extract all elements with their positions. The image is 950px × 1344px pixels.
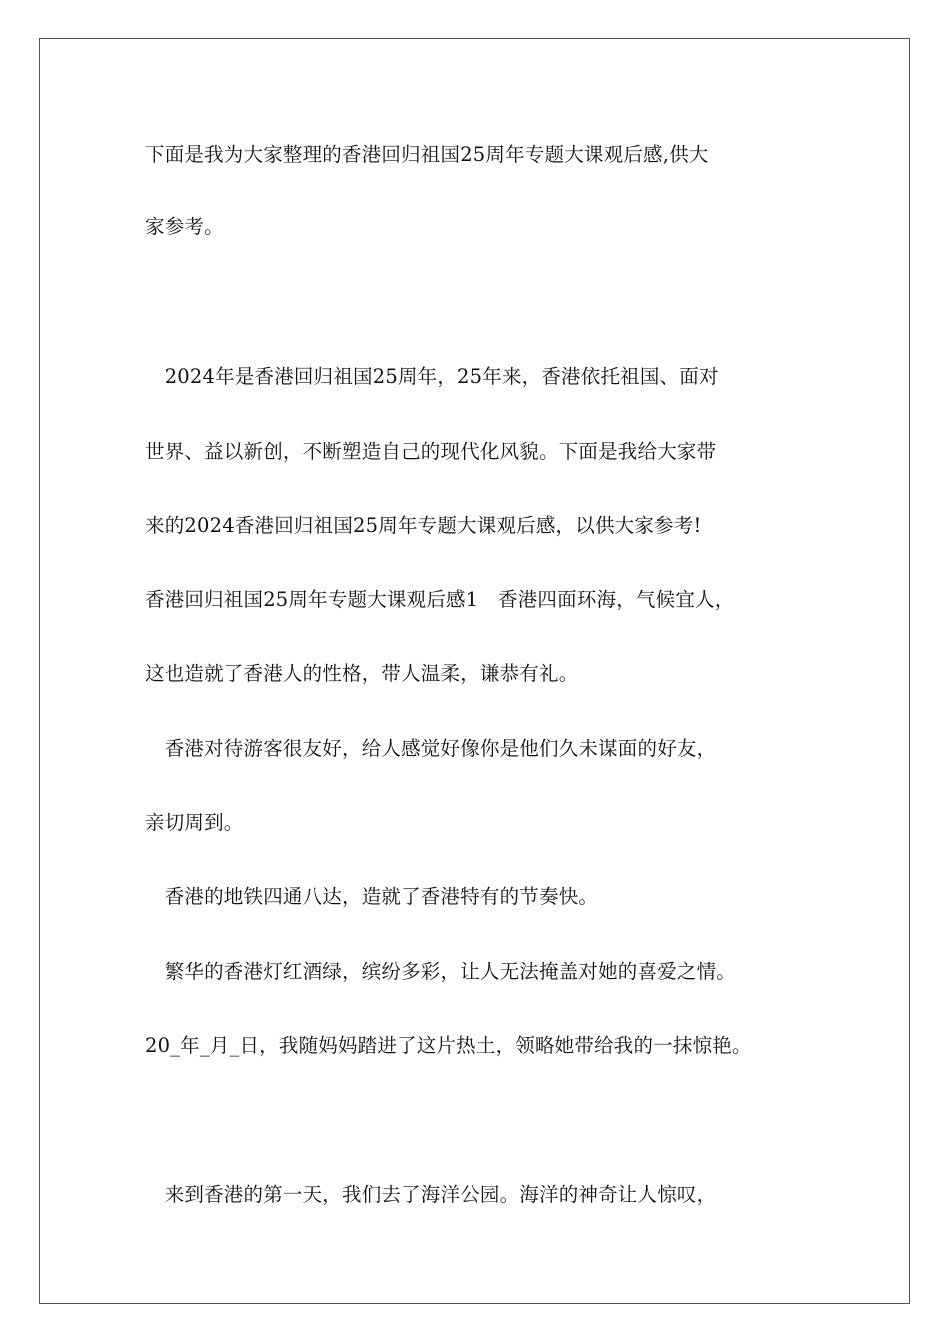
- text-line: 香港回归祖国25周年专题大课观后感1 香港四面环海，气候宜人，: [145, 588, 735, 611]
- text-line: 2024年是香港回归祖国25周年，25年来，香港依托祖国、面对: [145, 365, 719, 388]
- text-line: 香港对待游客很友好，给人感觉好像你是他们久未谋面的好友，: [145, 737, 717, 760]
- text-line: 繁华的香港灯红酒绿，缤纷多彩，让人无法掩盖对她的喜爱之情。: [145, 960, 737, 983]
- text-line: 家参考。: [145, 215, 224, 238]
- text-line: 世界、益以新创，不断塑造自己的现代化风貌。下面是我给大家带: [145, 440, 717, 463]
- text-line: 来的2024香港回归祖国25周年专题大课观后感，以供大家参考!: [145, 514, 702, 537]
- text-line: 香港的地铁四通八达，造就了香港特有的节奏快。: [145, 885, 599, 908]
- text-line: 亲切周到。: [145, 811, 244, 834]
- text-line: 20_年_月_日，我随妈妈踏进了这片热土，领略她带给我的一抹惊艳。: [145, 1034, 752, 1057]
- text-line: 下面是我为大家整理的香港回归祖国25周年专题大课观后感,供大: [145, 143, 709, 166]
- text-line: 这也造就了香港人的性格，带人温柔，谦恭有礼。: [145, 662, 579, 685]
- text-line: 来到香港的第一天，我们去了海洋公园。海洋的神奇让人惊叹，: [145, 1183, 717, 1206]
